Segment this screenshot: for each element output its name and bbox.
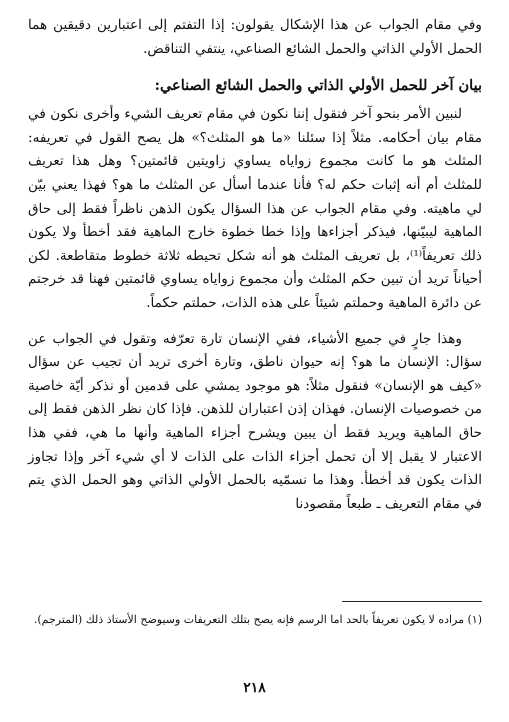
paragraph-gap — [28, 316, 482, 328]
footnote: (١) مراده لا يكون تعريفاً بالحد اما الرسم فإنه يصح بتلك التعريفات وسيوضح الأستاذ ذلك (المترجم). — [33, 613, 482, 626]
document-page — [28, 14, 482, 516]
section-heading: بيان آخر للحمل الأولي الذاتي والحمل الشائع الصناعي: — [154, 77, 482, 95]
paragraph-triangle-example: لنبين الأمر بنحو آخر فنقول إننا نكون في مقام تعريف الشيء وأخرى نكون في مقام بيان أحكامه. مثلاً إذا سئلنا «ما هو المثلث؟» هل يصح القول في تعريفه: المثلث هو ما كانت مجموع زواياه يساوي زاويتين قائمتين؟ وهل هذا تعريف للمثلث أم أنه إثبات حكم له؟ فأنا عندما أسأل عن المثلث ما هو؟ فهذا يعني بيّن لي ماهيته. وفي مقام الجواب عن هذا السؤال يكون الذهن ناظراً فقط إلى حاق الماهية ليبيّنها، فيذكر أجزاءها وإذا خطا خطوة خارج الماهية فقد أخطأ ولا يكون ذلك تعريفاً⁽¹⁾، بل تعريف المثلث هو أنه شكل تحيطه ثلاثة خطوط متقاطعة. لكن أحياناً تريد أن تبين حكم المثلث وأن مجموع زواياه يساوي قائمتين فهنا قد خرجتم عن دائرة الماهية وحملتم شيئاً على هذه الذات، حملتم حكماً. — [28, 106, 482, 311]
footnote-divider — [342, 601, 482, 602]
paragraph-intro: وفي مقام الجواب عن هذا الإشكال يقولون: إذا التفتم إلى اعتبارين دقيقين هما الحمل الأولي الذاتي والحمل الشائع الصناعي، ينتفي التناقض. — [28, 17, 482, 57]
page-number: ٢١٨ — [243, 680, 266, 696]
paragraph-human-example: وهذا جارٍ في جميع الأشياء، ففي الإنسان تارة تعرّفه وتقول في الجواب عن سؤال: الإنسان ما هو؟ إنه حيوان ناطق، وتارة أخرى تريد أن تجيب عن سؤال «كيف هو الإنسان» فنقول مثلاً: هو موجود يمشي على قدمين أو نذكر أيّة خاصية من خصوصيات الإنسان. فهذان إذن اعتباران للذهن. فإذا كان نظر الذهن فقط إلى حاق الماهية ويريد فقط أن يبين ويشرح أجزاء الماهية وأنها ما هي، ففي هذا الاعتبار لا يقبل إلا أن تحمل أجزاء الذات على الذات لا أي شيء آخر وإذا تجاوز الذات يكون قد أخطأ. وهذا ما نسمّيه بالحمل الأولي الذاتي وهو الحمل الذي يتم في مقام التعريف ـ طبعاً مقصودنا — [28, 330, 482, 512]
